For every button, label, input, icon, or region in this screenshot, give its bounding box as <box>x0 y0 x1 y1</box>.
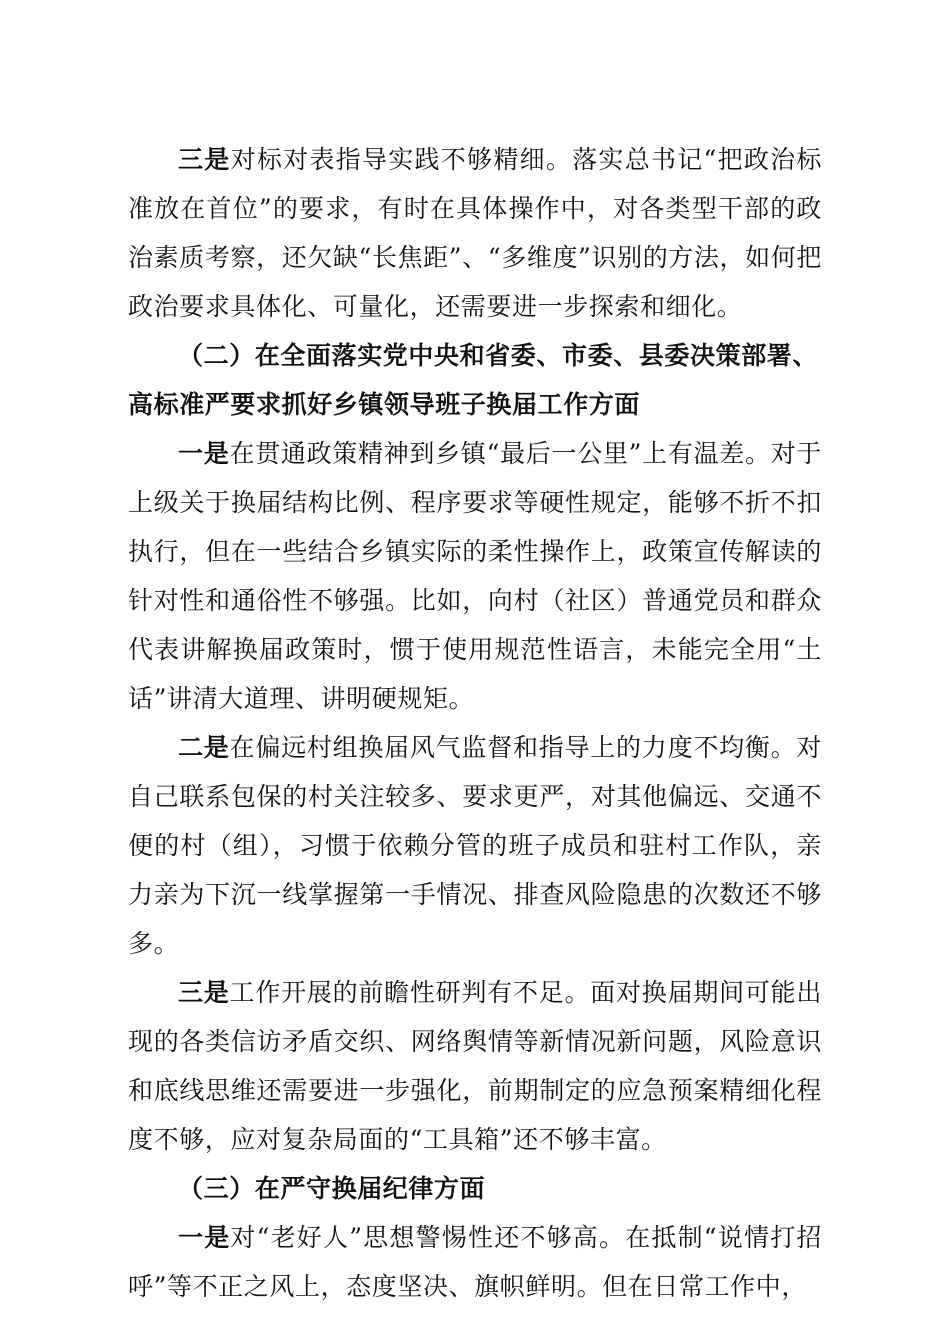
paragraph-text: 在贯通政策精神到乡镇“最后一公里”上有温差。对于上级关于换届结构比例、程序要求等硬性规定，能够不折不扣执行，但在一些结合乡镇实际的柔性操作上，政策宣传解读的针对性和通俗性不够强。比如，向村（社区）普通党员和群众代表讲解换届政策时，惯于使用规范性语言，未能完全用“土话”讲清大道理、讲明硬规矩。 <box>128 439 823 713</box>
paragraph-3 <box>128 429 822 723</box>
paragraph-lead: 一是 <box>178 1223 231 1252</box>
paragraph-lead: 一是 <box>178 439 230 468</box>
section-heading-3: （三）在严守换届纪律方面 <box>178 1174 486 1203</box>
paragraph-1 <box>128 135 822 331</box>
section-heading-2: （二）在全面落实党中央和省委、市委、县委决策部署、高标准严要求抓好乡镇领导班子换届工作方面 <box>128 341 819 419</box>
paragraph-lead: 三是 <box>178 145 231 174</box>
paragraph-text: 在偏远村组换届风气监督和指导上的力度不均衡。对自己联系包保的村关注较多、要求更严，对其他偏远、交通不便的村（组），习惯于依赖分管的班子成员和驻村工作队，亲力亲为下沉一线掌握第一手情况、排查风险隐患的次数还不够多。 <box>128 733 823 958</box>
document-body <box>128 135 822 1311</box>
paragraph-4 <box>128 723 822 968</box>
paragraph-text: 工作开展的前瞻性研判有不足。面对换届期间可能出现的各类信访矛盾交织、网络舆情等新情况新问题，风险意识和底线思维还需要进一步强化，前期制定的应急预案精细化程度不够，应对复杂局面的“工具箱”还不够丰富。 <box>128 978 823 1154</box>
paragraph-text: 对标对表指导实践不够精细。落实总书记“把政治标准放在首位”的要求，有时在具体操作中，对各类型干部的政治素质考察，还欠缺“长焦距”、“多维度”识别的方法，如何把政治要求具体化、可量化，还需要进一步探索和细化。 <box>128 145 822 321</box>
paragraph-lead: 二是 <box>178 733 230 762</box>
paragraph-7 <box>128 1213 822 1311</box>
paragraph-lead: 三是 <box>178 978 230 1007</box>
paragraph-5 <box>128 968 822 1164</box>
paragraph-text: 对“老好人”思想警惕性还不够高。在抵制“说情打招呼”等不正之风上，态度坚决、旗帜鲜明。但在日常工作中， <box>128 1223 822 1301</box>
